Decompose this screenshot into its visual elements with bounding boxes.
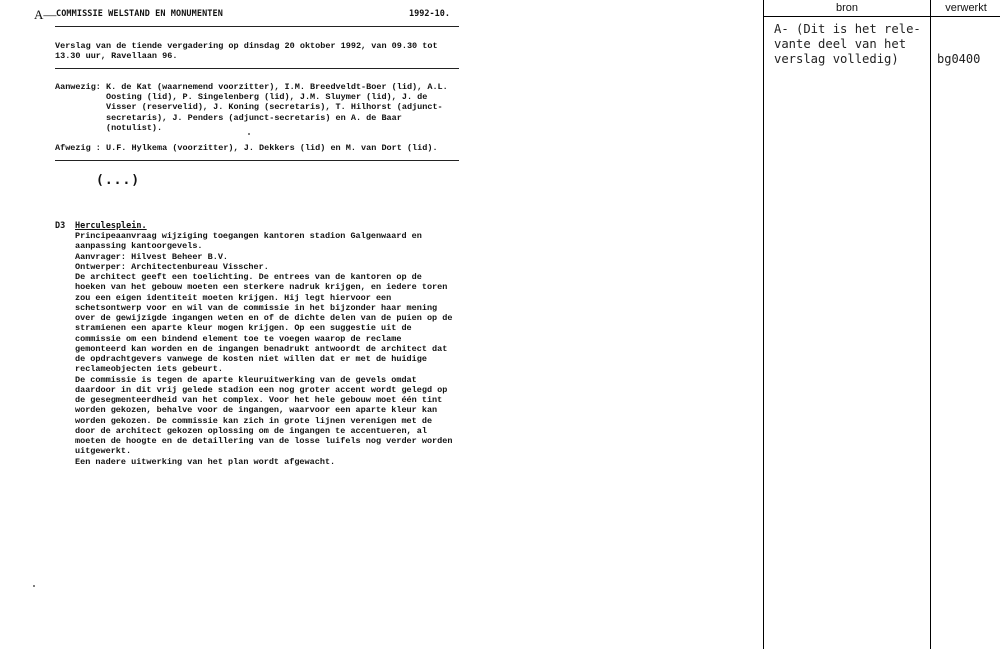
omission-ellipsis: (...) xyxy=(96,173,141,188)
column-divider xyxy=(930,0,931,649)
attendees-absent: Afwezig : U.F. Hylkema (voorzitter), J. Dekkers (lid) en M. van Dort (lid). xyxy=(55,143,438,153)
agenda-item-body: Principeaanvraag wijziging toegangen kantoren stadion Galgenwaard en aanpassing kantoorgevels. Aanvrager: Hilvest Beheer B.V. Ontwerper: Architectenbureau Visscher. De architect geeft een toelichting. De entrees van de kantoren op de hoeken van het gebouw moeten een sterkere nadruk krijgen, en iedere toren zou een eigen identiteit moeten krijgen. Hij legt hiervoor een schetsontwerp voor en wil van de commissie in het bijzonder haar mening over de gewijzigde ingangen weten en of de dichte delen van de puien op de stramienen een aparte kleur mogen krijgen. Op een suggestie uit de commissie om een bindend element toe te voegen waarop de reclame gemonteerd kan worden en de ingangen benadrukt antwoordt de architect dat de opdrachtgevers vanwege de kosten niet willen dat er met de huidige reclameobjecten iets gebeurt. De commissie is tegen de aparte kleuruitwerking van de gevels omdat daardoor in dit vrij gelede stadion een nog groter accent wordt gelegd op de gesegmenteerdheid van het complex. Voor het hele gebouw moet één tint worden gekozen, behalve voor de ingangen, waarvoor een aparte kleur kan worden gekozen. De commissie kan zich in grote lijnen verenigen met de door de architect gekozen oplossing om de ingangen te accentueren, al moeten de hoogte en de detaillering van de losse luifels nog verder worden uitgewerkt. Een nadere uitwerking van het plan wordt afgewacht. xyxy=(75,231,453,467)
processed-code: bg0400 xyxy=(937,52,981,66)
meeting-intro: Verslag van de tiende vergadering op dinsdag 20 oktober 1992, van 09.30 tot 13.30 uur, Ravellaan 96. xyxy=(55,41,438,62)
scan-speck xyxy=(33,585,35,587)
header-rule xyxy=(55,26,459,27)
annotation-table xyxy=(763,0,1000,649)
column-header-verwerkt: verwerkt xyxy=(945,2,987,14)
document-date: 1992-10. xyxy=(409,9,450,19)
intro-rule xyxy=(55,68,459,69)
scan-speck xyxy=(248,133,250,135)
attendees-present: Aanwezig: K. de Kat (waarnemend voorzitter), I.M. Breedveldt-Boer (lid), A.L. Oosting (lid), P. Singelenberg (lid), J.M. Sluymer (lid), J. de Visser (reservelid), J. Koning (secretaris), T. Hilhorst (adjunct- secretaris), J. Penders (adjunct-secretaris) en A. de Baar (notulist). xyxy=(55,82,448,133)
header-divider xyxy=(764,16,1000,17)
document-title: COMMISSIE WELSTAND EN MONUMENTEN xyxy=(56,9,223,19)
agenda-item-title: Herculesplein. xyxy=(75,221,147,231)
attendance-rule xyxy=(55,160,459,161)
column-header-bron: bron xyxy=(835,2,859,14)
source-marker: A— xyxy=(34,7,57,22)
source-note: A- (Dit is het rele- vante deel van het verslag volledig) xyxy=(774,22,921,66)
agenda-item-code: D3 xyxy=(55,221,66,231)
